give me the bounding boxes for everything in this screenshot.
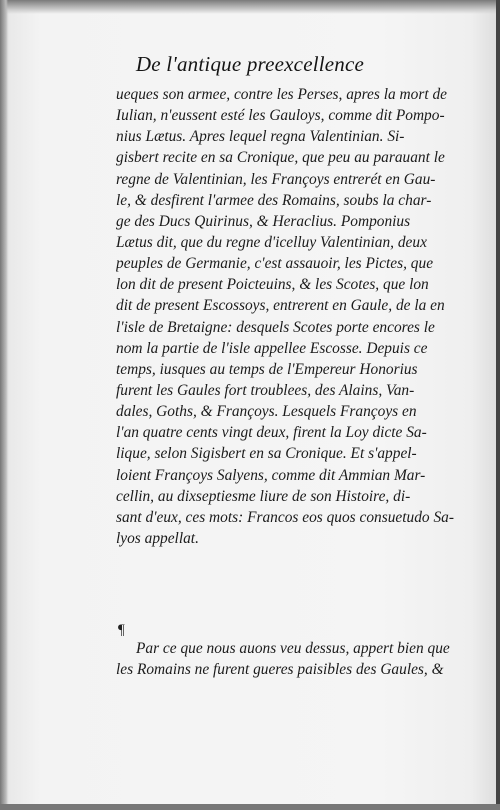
text-line: loient Françoys Salyens, comme dit Ammian Mar- (116, 466, 426, 484)
text-line: ueques son armee, contre les Perses, apres la mort de (116, 86, 447, 103)
paragraph-2 (116, 638, 488, 680)
text-line: les Romains ne furent gueres paisibles des Gaules, & (116, 661, 444, 679)
text-line: temps, iusques au temps de l'Empereur Honorius (116, 360, 418, 378)
text-line: peuples de Germanie, c'est assauoir, les Pictes, que (116, 255, 434, 273)
running-head: De l'antique preexcellence (135, 52, 365, 76)
page-top-shadow (0, 0, 500, 14)
text-line: Par ce que nous auons veu dessus, appert bien que (136, 640, 450, 657)
text-line: dit de present Escossoys, entrerent en Gaule, de la en (116, 297, 445, 315)
text-line: dales, Goths, & Françoys. Lesquels Françoys en (116, 403, 417, 421)
text-line: lon dit de present Poicteuins, & les Scotes, que lon (116, 276, 429, 294)
text-line: nius Lætus. Apres lequel regna Valentinian. Si- (116, 128, 405, 146)
text-line: lique, selon Sigisbert en sa Cronique. Et s'appel- (116, 445, 417, 463)
text-line: nom la partie de l'isle appellee Escosse. Depuis ce (116, 339, 428, 357)
text-line: furent les Gaules fort troublees, des Alains, Van- (116, 381, 415, 399)
pilcrow-mark: ¶ (118, 622, 125, 638)
text-line: Lætus dit, que du regne d'icelluy Valentinian, deux (116, 233, 427, 251)
text-line: ge des Ducs Quirinus, & Heraclius. Pomponius (116, 212, 411, 230)
page-gutter-shadow (0, 0, 8, 810)
text-line: cellin, au dixseptiesme liure de son Histoire, di- (116, 487, 411, 505)
paragraph-1 (116, 84, 488, 549)
text-line: regne de Valentinian, les Françoys entrerét en Gau- (116, 170, 436, 188)
text-line: l'an quatre cents vingt deux, firent la Loy dicte Sa- (116, 424, 427, 442)
text-line: sant d'eux, ces mots: Francos eos quos consuetudo Sa- (116, 508, 454, 526)
text-line: le, & desfirent l'armee des Romains, soubs la char- (116, 191, 432, 209)
text-line: gisbert recite en sa Cronique, que peu au parauant le (116, 149, 445, 167)
text-line: l'isle de Bretaigne: desquels Scotes porte encores le (116, 318, 435, 336)
text-line: lyos appellat. (116, 529, 199, 547)
page-right-edge (496, 0, 500, 810)
page-bottom-edge (0, 804, 500, 810)
text-line: Iulian, n'eussent esté les Gauloys, comme dit Pompo- (116, 107, 445, 125)
